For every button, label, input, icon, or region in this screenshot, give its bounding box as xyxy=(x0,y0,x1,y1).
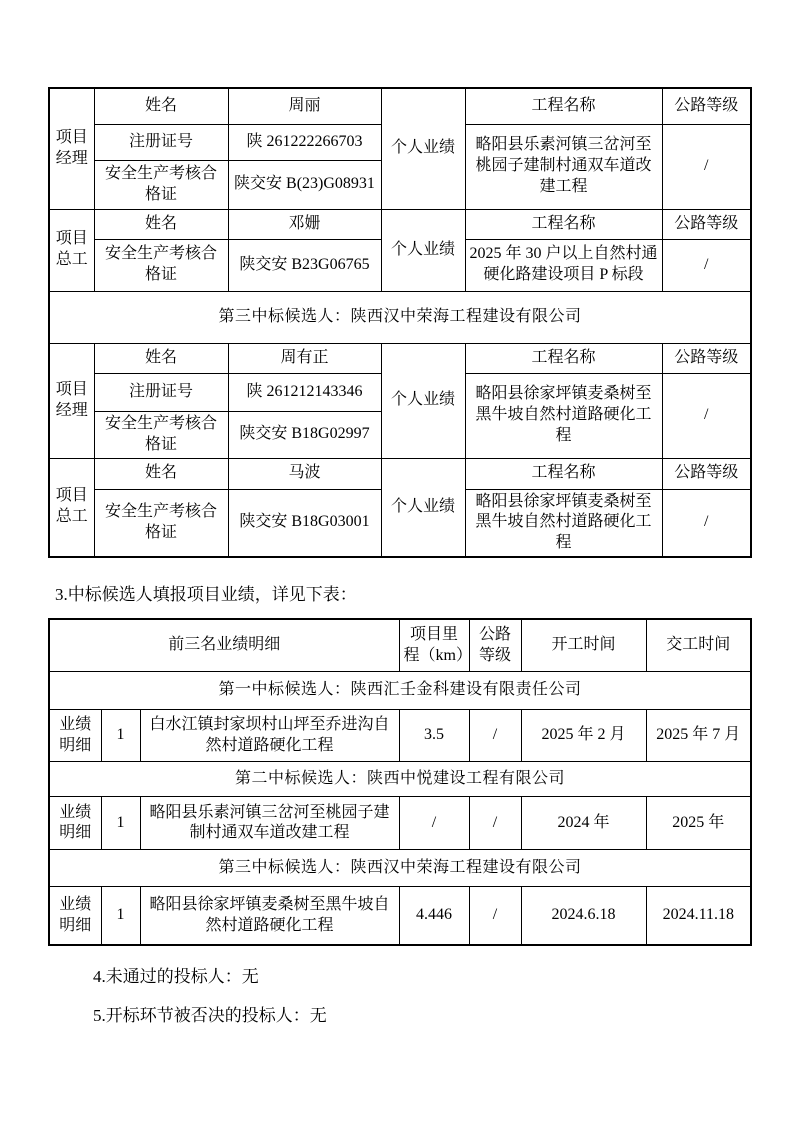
perf-row-start-cell: 2024 年 xyxy=(521,797,646,850)
project-name-cell: 略阳县乐素河镇三岔河至桃园子建制村通双车道改建工程 xyxy=(465,124,662,209)
personal-performance-cell: 个人业绩 xyxy=(381,209,465,291)
perf-row-start-cell: 2025 年 2 月 xyxy=(521,710,646,762)
name-label-cell: 姓名 xyxy=(94,88,228,124)
perf-row-grade-cell: / xyxy=(469,887,521,945)
safety-value-cell: 陕交安 B(23)G08931 xyxy=(228,160,381,209)
safety-label-cell: 安全生产考核合格证 xyxy=(94,411,228,458)
road-grade-cell: / xyxy=(662,239,751,291)
name-label-cell: 姓名 xyxy=(94,458,228,489)
safety-value-cell: 陕交安 B18G02997 xyxy=(228,411,381,458)
candidate-banner-1: 第一中标候选人：陕西汇壬金科建设有限责任公司 xyxy=(49,672,751,710)
name-value-cell: 周有正 xyxy=(228,343,381,373)
road-grade-header-cell: 公路等级 xyxy=(662,343,751,373)
perf-header-mileage: 项目里程（km） xyxy=(399,619,469,672)
project-name-header-cell: 工程名称 xyxy=(465,88,662,124)
item4-text: 4.未通过的投标人：无 xyxy=(93,966,259,986)
role-cell: 项目经理 xyxy=(49,343,94,458)
personal-performance-cell: 个人业绩 xyxy=(381,458,465,557)
third-candidate-banner: 第三中标候选人：陕西汉中荣海工程建设有限公司 xyxy=(49,291,751,343)
road-grade-cell: / xyxy=(662,373,751,458)
safety-label-cell: 安全生产考核合格证 xyxy=(94,489,228,557)
section3-heading: 3.中标候选人填报项目业绩，详见下表： xyxy=(55,584,357,604)
safety-label-cell: 安全生产考核合格证 xyxy=(94,239,228,291)
reg-label-cell: 注册证号 xyxy=(94,373,228,411)
perf-row-project-cell: 略阳县乐素河镇三岔河至桃园子建制村通双车道改建工程 xyxy=(140,797,399,850)
perf-row-end-cell: 2025 年 xyxy=(646,797,751,850)
perf-header-grade: 公路等级 xyxy=(469,619,521,672)
role-cell: 项目经理 xyxy=(49,88,94,209)
road-grade-cell: / xyxy=(662,489,751,557)
perf-row-grade-cell: / xyxy=(469,797,521,850)
perf-row-project-cell: 白水江镇封家坝村山坪至乔进沟自然村道路硬化工程 xyxy=(140,710,399,762)
name-label-cell: 姓名 xyxy=(94,209,228,239)
project-name-cell: 2025 年 30 户以上自然村通硬化路建设项目 P 标段 xyxy=(465,239,662,291)
perf-row-mileage-cell: 4.446 xyxy=(399,887,469,945)
project-name-cell: 略阳县徐家坪镇麦桑树至黑牛坡自然村道路硬化工程 xyxy=(465,489,662,557)
perf-row-no-cell: 1 xyxy=(101,710,140,762)
perf-row-grade-cell: / xyxy=(469,710,521,762)
name-label-cell: 姓名 xyxy=(94,343,228,373)
reg-value-cell: 陕 261212143346 xyxy=(228,373,381,411)
road-grade-cell: / xyxy=(662,124,751,209)
personal-performance-cell: 个人业绩 xyxy=(381,88,465,209)
perf-row-mileage-cell: 3.5 xyxy=(399,710,469,762)
perf-row-label-cell: 业绩明细 xyxy=(49,797,101,850)
perf-row-project-cell: 略阳县徐家坪镇麦桑树至黑牛坡自然村道路硬化工程 xyxy=(140,887,399,945)
road-grade-header-cell: 公路等级 xyxy=(662,88,751,124)
name-value-cell: 马波 xyxy=(228,458,381,489)
perf-header-detail: 前三名业绩明细 xyxy=(49,619,399,672)
project-name-header-cell: 工程名称 xyxy=(465,458,662,489)
perf-header-end: 交工时间 xyxy=(646,619,751,672)
candidate-banner-3: 第三中标候选人：陕西汉中荣海工程建设有限公司 xyxy=(49,850,751,887)
performance-table xyxy=(48,618,752,946)
perf-row-end-cell: 2024.11.18 xyxy=(646,887,751,945)
project-name-header-cell: 工程名称 xyxy=(465,209,662,239)
personnel-table xyxy=(48,87,752,558)
road-grade-header-cell: 公路等级 xyxy=(662,458,751,489)
safety-label-cell: 安全生产考核合格证 xyxy=(94,160,228,209)
reg-label-cell: 注册证号 xyxy=(94,124,228,160)
project-name-header-cell: 工程名称 xyxy=(465,343,662,373)
perf-row-no-cell: 1 xyxy=(101,887,140,945)
safety-value-cell: 陕交安 B23G06765 xyxy=(228,239,381,291)
item5-text: 5.开标环节被否决的投标人：无 xyxy=(93,1005,327,1025)
name-value-cell: 周丽 xyxy=(228,88,381,124)
reg-value-cell: 陕 261222266703 xyxy=(228,124,381,160)
role-cell: 项目总工 xyxy=(49,458,94,557)
perf-row-label-cell: 业绩明细 xyxy=(49,710,101,762)
role-cell: 项目总工 xyxy=(49,209,94,291)
personal-performance-cell: 个人业绩 xyxy=(381,343,465,458)
perf-row-no-cell: 1 xyxy=(101,797,140,850)
safety-value-cell: 陕交安 B18G03001 xyxy=(228,489,381,557)
perf-header-start: 开工时间 xyxy=(521,619,646,672)
perf-row-label-cell: 业绩明细 xyxy=(49,887,101,945)
name-value-cell: 邓姗 xyxy=(228,209,381,239)
perf-row-start-cell: 2024.6.18 xyxy=(521,887,646,945)
project-name-cell: 略阳县徐家坪镇麦桑树至黑牛坡自然村道路硬化工程 xyxy=(465,373,662,458)
perf-row-mileage-cell: / xyxy=(399,797,469,850)
perf-row-end-cell: 2025 年 7 月 xyxy=(646,710,751,762)
road-grade-header-cell: 公路等级 xyxy=(662,209,751,239)
candidate-banner-2: 第二中标候选人：陕西中悦建设工程有限公司 xyxy=(49,762,751,797)
